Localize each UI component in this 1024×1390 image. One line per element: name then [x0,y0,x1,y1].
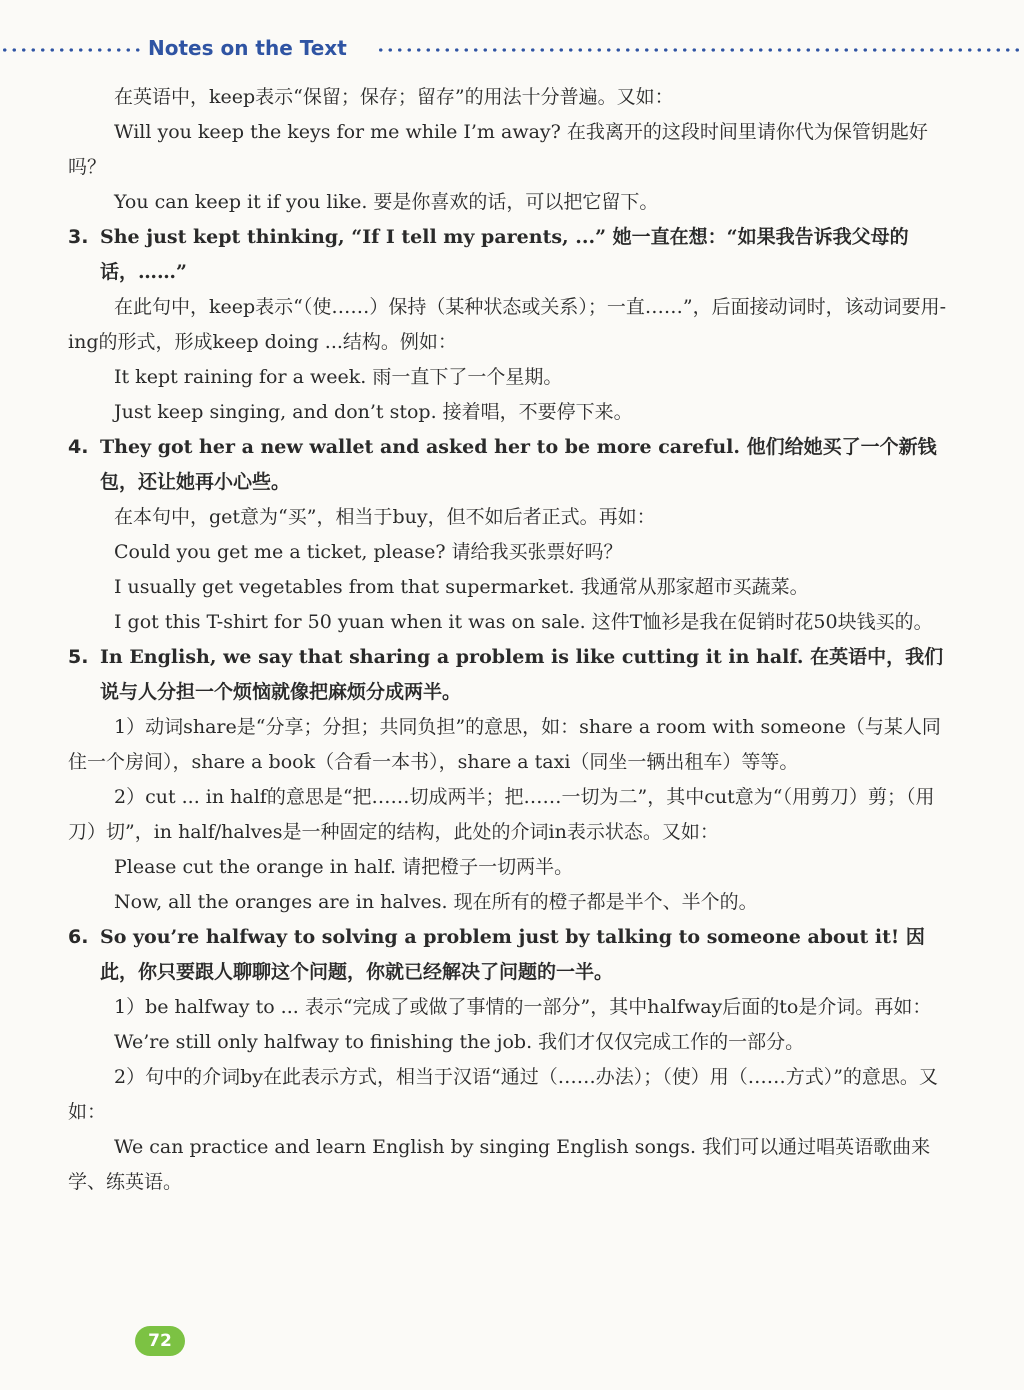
example-sentence: Now, all the oranges are in halves. 现在所有的橙子都是半个、半个的。 [114,891,758,913]
header-dotted-rule-right [376,48,1024,52]
note-heading-4 [68,430,956,500]
example-sentence: Just keep singing, and don’t stop. 接着唱，不要停下来。 [114,401,633,423]
paragraph: 在本句中，get意为“买”，相当于buy，但不如后者正式。再如： [114,506,656,528]
example-sentence: Could you get me a ticket, please? 请给我买张票好吗？ [114,541,623,563]
header-dotted-rule-left [0,48,142,52]
section-title: Notes on the Text [148,36,347,60]
note-title: They got her a new wallet and asked her to be more careful. 他们给她买了一个新钱包，还让她再小心些。 [100,436,937,493]
paragraph: 在英语中，keep表示“保留；保存；留存”的用法十分普遍。又如： [114,86,674,108]
paragraph: 2）cut ... in half的意思是“把……切成两半；把……一切为二”，其中cut意为“（用剪刀）剪；（用刀）切”，in half/halves是一种固定的结构，此处的介词in表示状态。又如： [68,786,935,843]
paragraph: 在此句中，keep表示“（使……）保持（某种状态或关系）；一直……”，后面接动词时，该动词要用-ing的形式，形成keep doing ...结构。例如： [68,296,947,353]
note-title: She just kept thinking, “If I tell my parents, ...” 她一直在想：“如果我告诉我父母的话，……” [100,226,909,283]
note-heading-5 [68,640,956,710]
paragraph: 2）句中的介词by在此表示方式，相当于汉语“通过（……办法）；（使）用（……方式）”的意思。又如： [68,1066,938,1123]
example-sentence: You can keep it if you like. 要是你喜欢的话，可以把它留下。 [114,191,659,213]
example-sentence: Please cut the orange in half. 请把橙子一切两半。 [114,856,574,878]
note-number: 6. [68,926,89,948]
note-number: 3. [68,226,89,248]
example-sentence: We’re still only halfway to finishing the job. 我们才仅仅完成工作的一部分。 [114,1031,805,1053]
example-sentence: I usually get vegetables from that supermarket. 我通常从那家超市买蔬菜。 [114,576,809,598]
example-sentence: We can practice and learn English by singing English songs. 我们可以通过唱英语歌曲来学、练英语。 [68,1136,931,1193]
example-sentence: Will you keep the keys for me while I’m away? 在我离开的这段时间里请你代为保管钥匙好吗？ [68,121,928,178]
section-header [0,34,1024,64]
note-heading-3 [68,220,956,290]
notes-body [68,80,956,1200]
note-heading-6 [68,920,956,990]
paragraph: 1）be halfway to ... 表示“完成了或做了事情的一部分”，其中halfway后面的to是介词。再如： [114,996,932,1018]
example-sentence: I got this T-shirt for 50 yuan when it was on sale. 这件T恤衫是我在促销时花50块钱买的。 [114,611,933,633]
page-number-badge: 72 [135,1326,185,1356]
note-title: In English, we say that sharing a problem is like cutting it in half. 在英语中，我们说与人分担一个烦恼就像把麻烦分成两半。 [100,646,944,703]
note-number: 5. [68,646,89,668]
note-number: 4. [68,436,89,458]
paragraph: 1）动词share是“分享；分担；共同负担”的意思，如：share a room with someone（与某人同住一个房间），share a book（合看一本书），share a taxi（同坐一辆出租车）等等。 [68,716,941,773]
example-sentence: It kept raining for a week. 雨一直下了一个星期。 [114,366,563,388]
note-title: So you’re halfway to solving a problem just by talking to someone about it! 因此，你只要跟人聊聊这个问题，你就已经解决了问题的一半。 [100,926,925,983]
